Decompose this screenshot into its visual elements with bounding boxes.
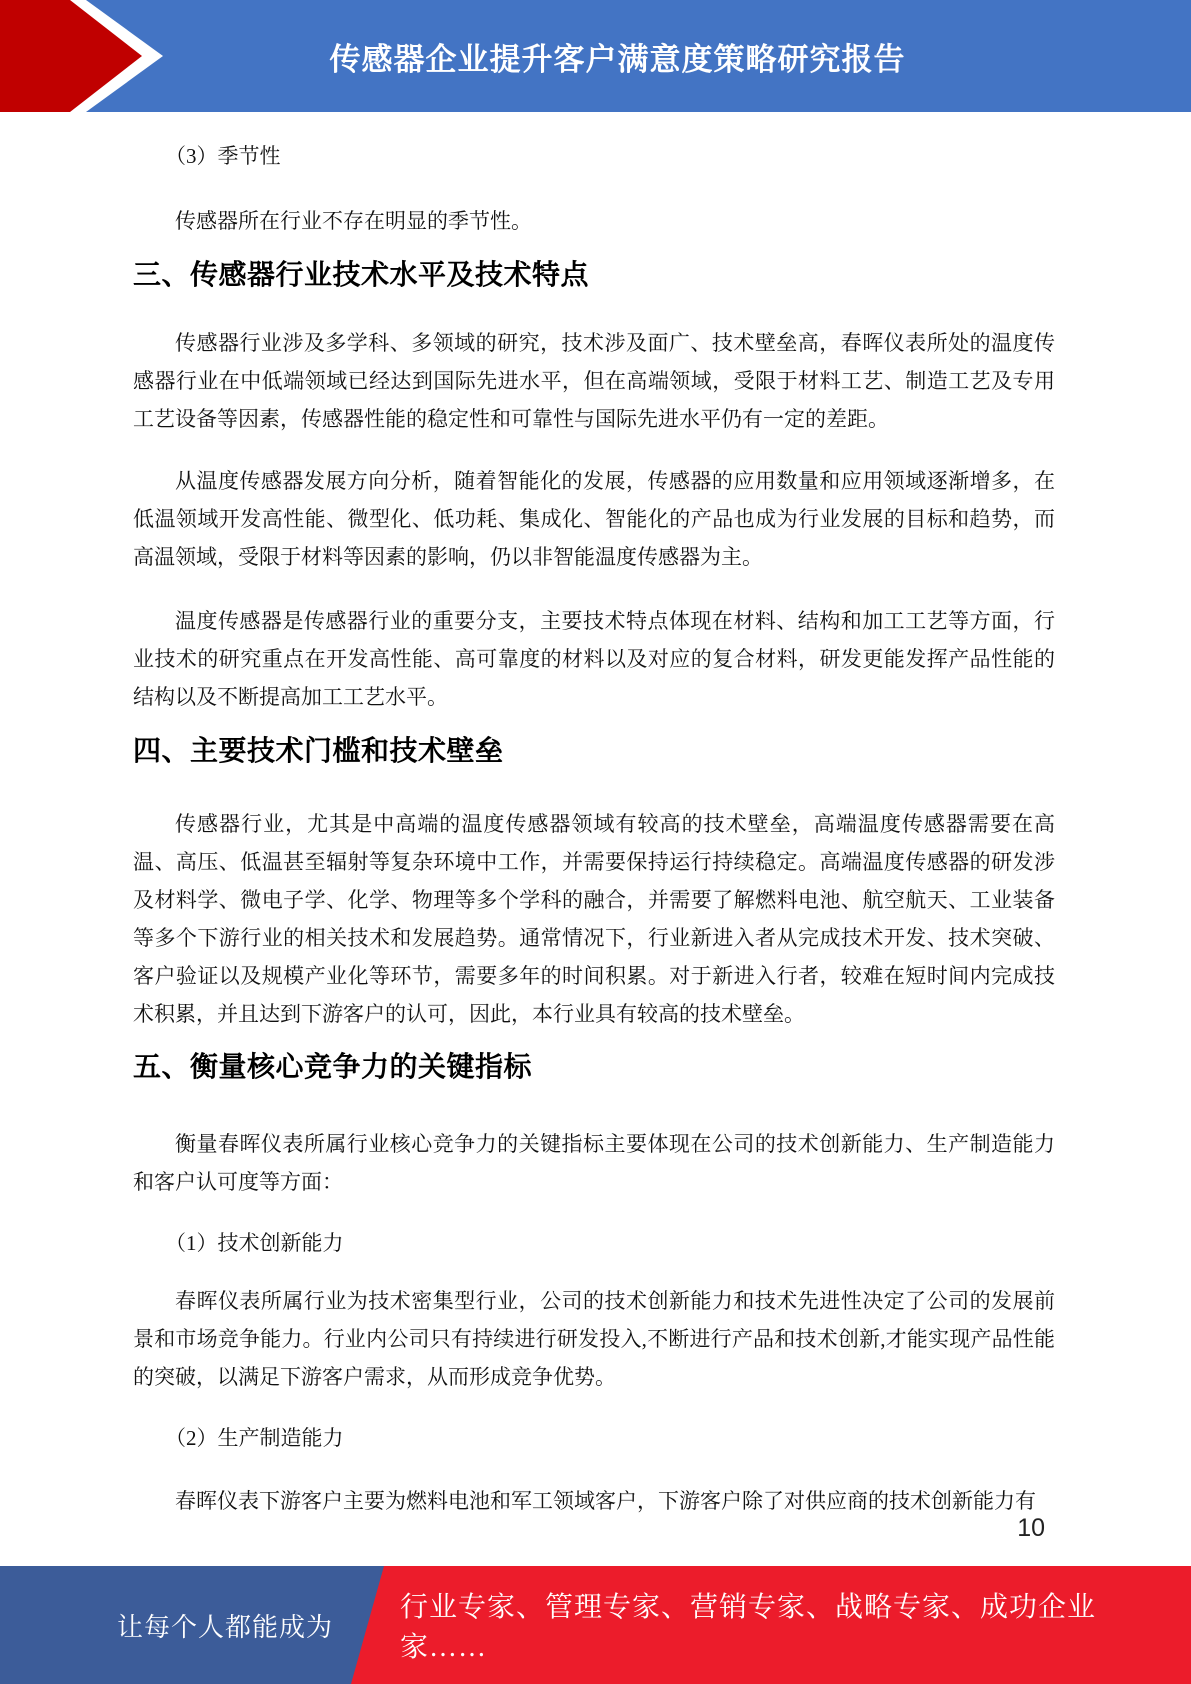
list-item-label-seasonality: （3）季节性 bbox=[165, 144, 281, 168]
paragraph: 春晖仪表下游客户主要为燃料电池和军工领域客户，下游客户除了对供应商的技术创新能力有 bbox=[175, 1489, 1036, 1513]
paragraph: 从温度传感器发展方向分析，随着智能化的发展，传感器的应用数量和应用领域逐渐增多，在低温领域开发高性能、微型化、低功耗、集成化、智能化的产品也成为行业发展的目标和趋势，而高温领域，受限于材料等因素的影响，仍以非智能温度传感器为主。 bbox=[133, 469, 1055, 569]
page-number: 10 bbox=[1017, 1514, 1045, 1542]
footer-slogan-right: 行业专家、管理专家、营销专家、战略专家、成功企业家…… bbox=[400, 1592, 1097, 1663]
section-heading-five: 五、衡量核心竞争力的关键指标 bbox=[133, 1051, 533, 1082]
footer-slogan-left: 让每个人都能成为 bbox=[116, 1612, 333, 1642]
footer-banner bbox=[0, 1566, 1191, 1684]
section-heading-four: 四、主要技术门槛和技术壁垒 bbox=[133, 735, 504, 766]
document-body bbox=[133, 112, 1055, 1520]
list-item-label-innovation: （1）技术创新能力 bbox=[165, 1231, 344, 1255]
paragraph: 传感器行业，尤其是中高端的温度传感器领域有较高的技术壁垒，高端温度传感器需要在高温、高压、低温甚至辐射等复杂环境中工作，并需要保持运行持续稳定。高端温度传感器的研发涉及材料学、微电子学、化学、物理等多个学科的融合，并需要了解燃料电池、航空航天、工业装备等多个下游行业的相关技术和发展趋势。通常情况下，行业新进入者从完成技术开发、技术突破、客户验证以及规模产业化等环节，需要多年的时间积累。对于新进入行者，较难在短时间内完成技术积累，并且达到下游客户的认可，因此，本行业具有较高的技术壁垒。 bbox=[133, 812, 1055, 1026]
paragraph-seasonality: 传感器所在行业不存在明显的季节性。 bbox=[175, 209, 532, 233]
section-heading-three: 三、传感器行业技术水平及技术特点 bbox=[133, 259, 590, 290]
header-banner bbox=[0, 0, 1191, 112]
paragraph: 衡量春晖仪表所属行业核心竞争力的关键指标主要体现在公司的技术创新能力、生产制造能力和客户认可度等方面： bbox=[133, 1132, 1055, 1194]
paragraph: 春晖仪表所属行业为技术密集型行业，公司的技术创新能力和技术先进性决定了公司的发展前景和市场竞争能力。行业内公司只有持续进行研发投入,不断进行产品和技术创新,才能实现产品性能的突破，以满足下游客户需求，从而形成竞争优势。 bbox=[133, 1289, 1055, 1389]
page-title: 传感器企业提升客户满意度策略研究报告 bbox=[329, 41, 906, 77]
paragraph: 传感器行业涉及多学科、多领域的研究，技术涉及面广、技术壁垒高，春晖仪表所处的温度传感器行业在中低端领域已经达到国际先进水平，但在高端领域，受限于材料工艺、制造工艺及专用工艺设备等因素，传感器性能的稳定性和可靠性与国际先进水平仍有一定的差距。 bbox=[133, 331, 1055, 431]
paragraph: 温度传感器是传感器行业的重要分支，主要技术特点体现在材料、结构和加工工艺等方面，行业技术的研究重点在开发高性能、高可靠度的材料以及对应的复合材料，研发更能发挥产品性能的结构以及不断提高加工工艺水平。 bbox=[133, 609, 1055, 709]
list-item-label-manufacturing: （2）生产制造能力 bbox=[165, 1426, 344, 1450]
